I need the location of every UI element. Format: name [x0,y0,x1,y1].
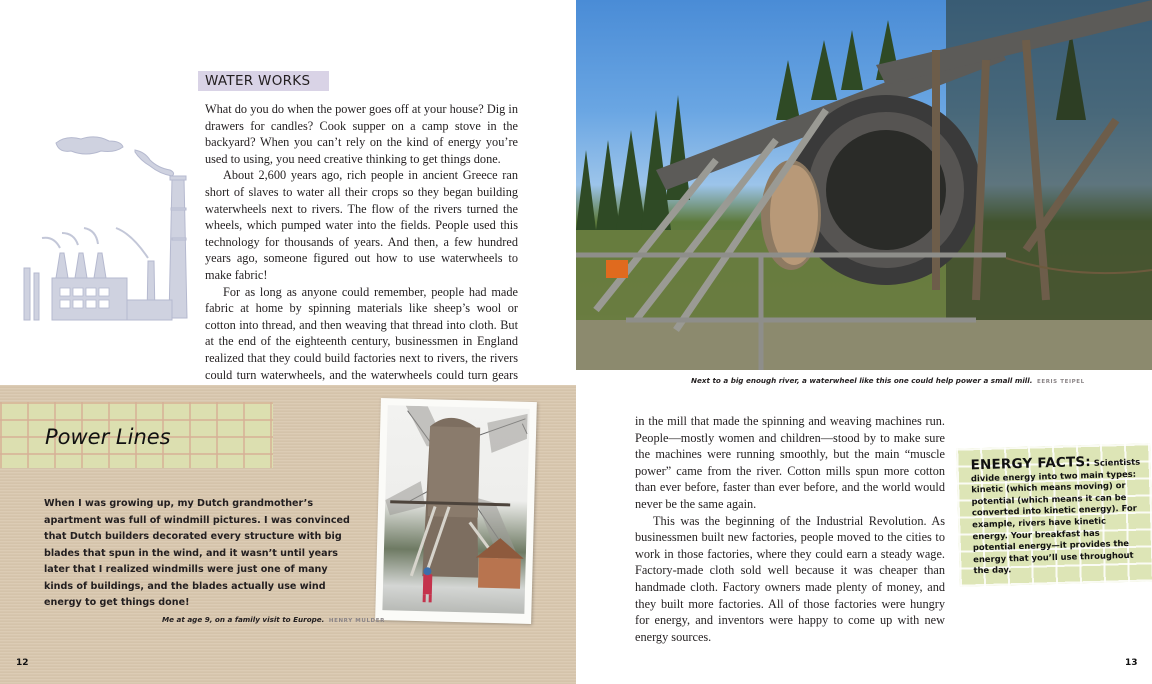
paragraph: What do you do when the power goes off at your house? Dig in drawers for candles? Cook supper on a camp stove in the backyard? When you can’t rely on the kind of energy you’re used to using, you need creative thinking to get things done. [205,102,518,166]
factory-illustration [20,128,200,328]
sidebar-text [44,496,359,612]
windmill-photo [375,398,537,624]
page-number-right: 13 [1125,658,1138,668]
sidebar-title: Power Lines [45,425,171,449]
paragraph: About 2,600 years ago, rich people in ancient Greece ran short of slaves to water all their crops so they began building waterwheels next to rivers. The flow of the rivers turned the wheels, which pumped water into the fields. People used this technology for thousands of years. And then, a few hundred years ago, someone figured out how to use waterwheels to make fabric! [205,168,518,282]
windmill-caption [162,615,385,624]
section-heading-water-works: WATER WORKS [198,71,329,91]
photo-credit: EERIS TEIPEL [1036,379,1085,385]
energy-facts-box [956,443,1152,586]
waterwheel-drawing [576,0,1152,370]
left-body-text [205,101,518,400]
caption-text: Next to a big enough river, a waterwheel like this one could help power a small mill. [691,376,1033,385]
page-number-left: 12 [16,658,29,668]
paragraph: This was the beginning of the Industrial Revolution. As businessmen built new factories, people moved to the cities to work in those factories, where they could earn a steady wage. Factory-made cloth sold well because it was cheaper than handmade cloth. Factory owners made plenty of money, and they built more factories. All of those factories were hungry for energy, and inventors were happy to come up with new energy sources. [635,513,945,644]
windmill-photo-image [382,405,529,614]
power-lines-sidebar [0,385,576,684]
photo-credit: HENRY MULDER [328,618,385,624]
paragraph: in the mill that made the spinning and weaving machines run. People—mostly women and children—stood by to make sure the machines were running smoothly, but the main “muscle power” came from the river. Cotton mills spun more cotton than ever before, faster than ever before, and the world would never be the same again. [635,414,945,511]
waterwheel-caption [691,376,1085,385]
right-body-text [635,413,945,645]
waterwheel-photo [576,0,1152,370]
energy-facts-title: ENERGY FACTS: [970,453,1092,474]
energy-facts-body: Scientists divide energy into two main types: kinetic (which means moving) or potential (which means it can be converted into kinetic energy). For example, rivers have kinetic energy. Your breakfast has potential energy—it provides the energy that you’ll use throughout the day. [970,456,1141,576]
paragraph: For as long as anyone could remember, people had made fabric at home by spinning materials like sheep’s wool or cotton into thread, and then weaving that thread into cloth. But at the end of the eighteenth century, businessmen in England realized that they could build factories next to rivers, the rivers could turn waterwheels, and the waterwheels could turn gears [205,284,518,382]
caption-text: Me at age 9, on a family visit to Europe. [162,615,325,624]
sidebar-paragraph: When I was growing up, my Dutch grandmother’s apartment was full of windmill pictures. I was convinced that Dutch builders decorated every structure with big blades that spun in the wind, and it wasn’t until years later that I realized windmills were just one of many kinds of buildings, and the blades actually use wind energy to get things done! [44,498,350,608]
windmill-drawing [382,405,529,614]
energy-facts-text [970,453,1145,578]
